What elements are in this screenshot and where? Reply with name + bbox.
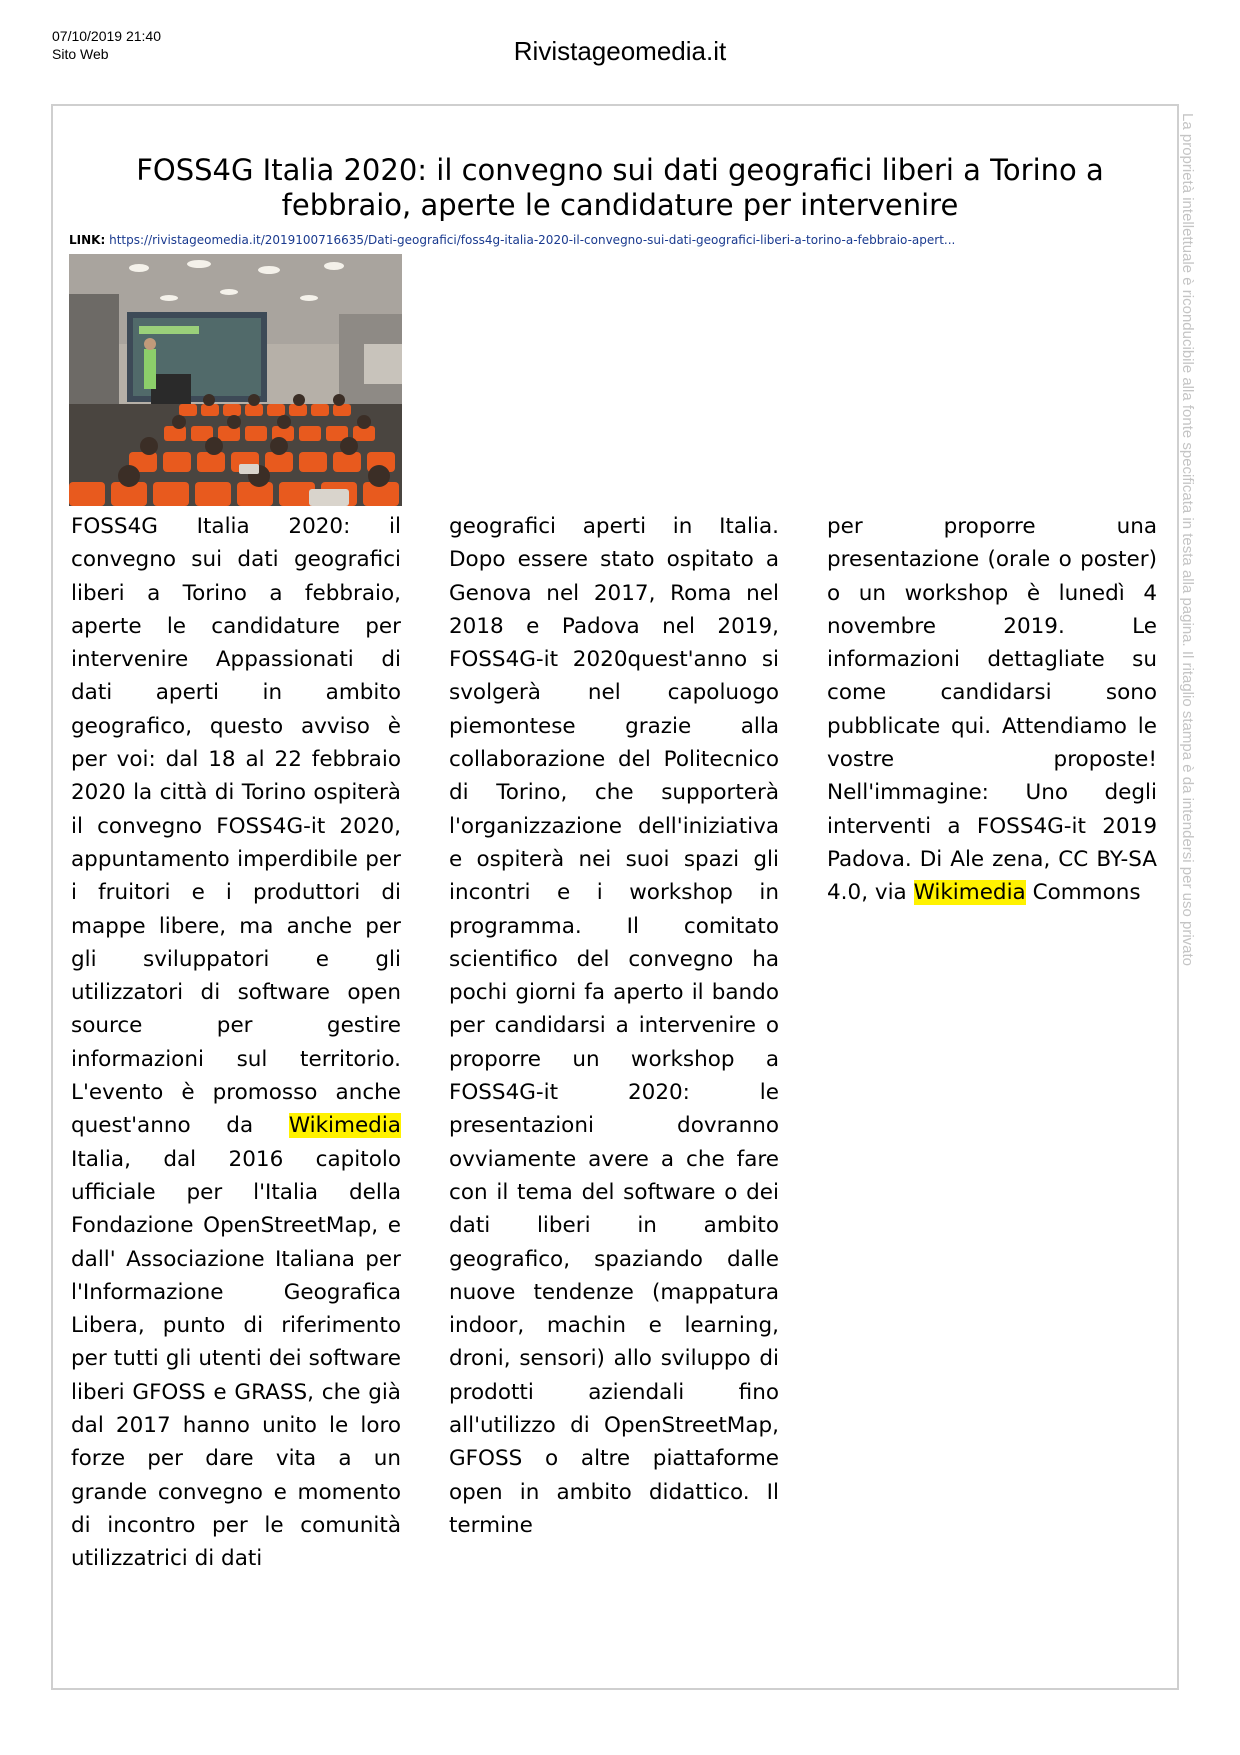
site-name: Rivistageomedia.it xyxy=(513,36,727,66)
article-title: FOSS4G Italia 2020: il convegno sui dati geografici liberi a Torino a febbraio, aperte le candidature per intervenire xyxy=(136,153,1104,222)
clip-date: 07/10/2019 21:40 xyxy=(52,28,161,44)
highlighted-keyword: Wikimedia xyxy=(913,880,1026,906)
article-body-part: Italia, dal 2016 capitolo ufficiale per l'Italia della Fondazione OpenStreetMap, e dall' Associazione Italiana per l'Informazione Geografica Libera, punto di riferimento per tutti gli utenti dei software liberi GFOSS e GRASS, che già dal 2017 hanno unito le loro forze per dare vita a un grande convegno e momento di incontro per le comunità utilizzatrici di dati xyxy=(71,1146,401,1572)
article-column-1 xyxy=(71,510,401,1576)
article-body-part: per proporre una presentazione (orale o poster) o un workshop è lunedì 4 novembre 2019. Le informazioni dettagliate su come candidarsi sono pubblicate qui. Attendiamo le vostre proposte! Nell'immagine: Uno degli interventi a FOSS4G-it 2019 Padova. Di Ale zena, CC BY-SA 4.0, via xyxy=(827,514,1157,906)
article-column-2 xyxy=(449,510,779,1542)
highlighted-keyword: Wikimedia xyxy=(288,1113,401,1139)
copyright-notice: La proprietà intellettuale è riconducibile alla fonte specificata in testa alla pagina. Il ritaglio stampa è da intendersi per uso privato xyxy=(1179,113,1196,967)
article-photo xyxy=(69,254,402,506)
clip-source-type: Sito Web xyxy=(52,46,109,62)
article-body-part: geografici aperti in Italia. Dopo essere stato ospitato a Genova nel 2017, Roma nel 2018 e Padova nel 2019, FOSS4G-it 2020quest'anno si svolgerà nel capoluogo piemontese grazie alla collaborazione del Politecnico di Torino, che supporterà l'organizzazione dell'iniziativa e ospiterà nei suoi spazi gli incontri e i workshop in programma. Il comitato scientifico del convegno ha pochi giorni fa aperto il bando per candidarsi a intervenire o proporre un workshop a FOSS4G-it 2020: le presentazioni dovranno ovviamente avere a che fare con il tema del software o dei dati liberi in ambito geografico, spaziando dalle nuove tendenze (mappatura indoor, machin e learning, droni, sensori) allo sviluppo di prodotti aziendali fino all'utilizzo di OpenStreetMap, GFOSS o altre piattaforme open in ambito didattico. Il termine xyxy=(449,514,779,1538)
article-body-part: Commons xyxy=(1025,880,1141,906)
copyright-sidebar xyxy=(1181,113,1211,1063)
link-label: LINK: xyxy=(69,233,106,247)
link-url[interactable]: https://rivistageomedia.it/2019100716635/Dati-geografici/foss4g-italia-2020-il-convegno-sui-dati-geografici-liberi-a-torino-a-febbraio-apert... xyxy=(109,233,956,247)
article-column-3 xyxy=(827,510,1157,910)
article-link[interactable] xyxy=(69,233,1169,247)
conference-photo-image xyxy=(69,254,402,506)
article-body-part: FOSS4G Italia 2020: il convegno sui dati geografici liberi a Torino a febbraio, aperte le candidature per intervenire Appassionati di dati aperti in ambito geografico, questo avviso è per voi: dal 18 al 22 febbraio 2020 la città di Torino ospiterà il convegno FOSS4G-it 2020, appuntamento imperdibile per i fruitori e i produttori di mappe libere, ma anche per gli sviluppatori e gli utilizzatori di software open source per gestire informazioni sul territorio. L'evento è promosso anche quest'anno da xyxy=(71,514,401,1139)
